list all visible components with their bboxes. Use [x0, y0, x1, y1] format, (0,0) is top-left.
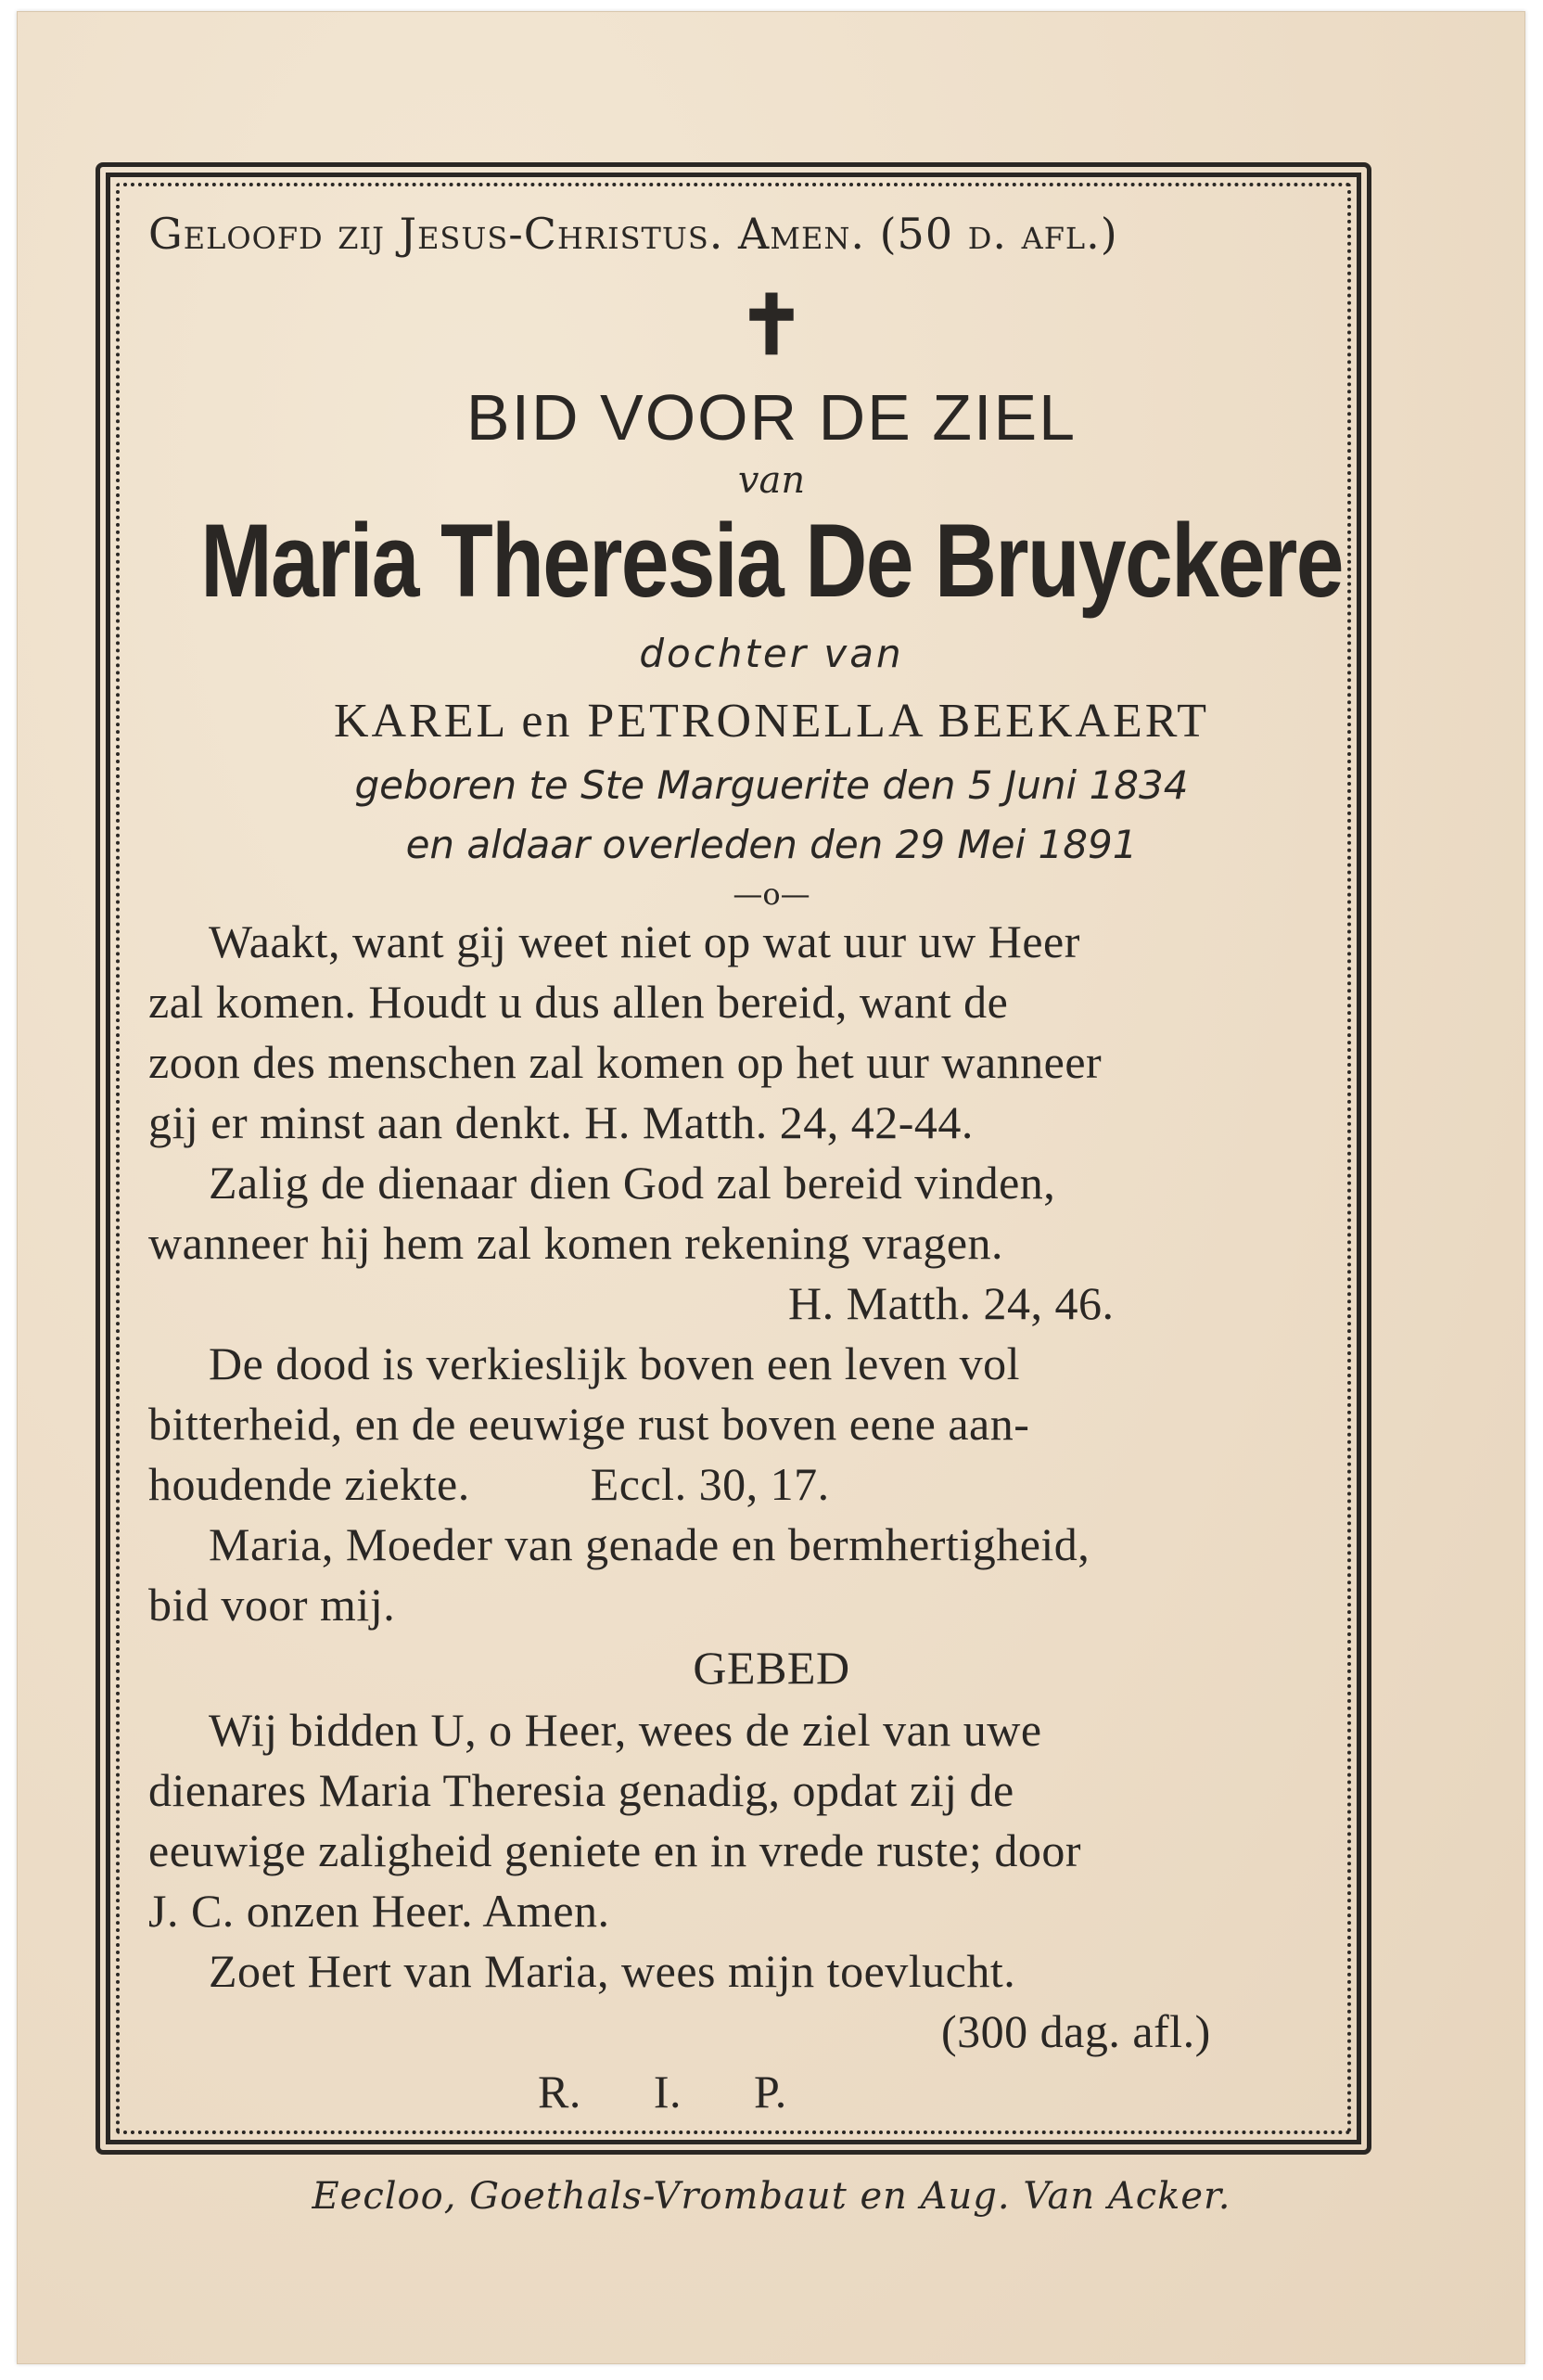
van-label: van [737, 459, 806, 502]
prayer-line-4: J. C. onzen Heer. Amen. [148, 1885, 610, 1937]
text-line-11: Maria, Moeder van genade en bermhertigheid, [209, 1518, 1090, 1570]
text-line-1: Waakt, want gij weet niet op wat uur uw Heer [209, 915, 1080, 967]
page-title: BID VOOR DE ZIEL [465, 381, 1078, 454]
text-line-4: gij er minst aan denkt. H. Matth. 24, 42-44. [148, 1096, 974, 1148]
text-line-8: De dood is verkieslijk boven een leven vol [209, 1337, 1020, 1389]
header-indulgence: Geloofd zij Jesus-Christus. Amen. (50 d. afl.) [148, 209, 1118, 259]
birth-info: geboren te Ste Marguerite den 5 Juni 1834 [354, 762, 1189, 808]
text-line-6: wanneer hij hem zal komen rekening vragen. [148, 1217, 1004, 1269]
printer-imprint: Eecloo, Goethals-Vrombaut en Aug. Van Acker. [312, 2175, 1231, 2218]
deceased-name: Maria Theresia De Bruyckere [200, 503, 1343, 619]
daughter-of: dochter van [639, 631, 904, 676]
text-line-10: houdende ziekte. Eccl. 30, 17. [148, 1458, 830, 1510]
text-line-7: H. Matth. 24, 46. [788, 1277, 1115, 1329]
text-line-5: Zalig de dienaar dien God zal bereid vinden, [209, 1157, 1056, 1209]
text-line-3: zoon des menschen zal komen op het uur wanneer [148, 1036, 1103, 1088]
text-line-12: bid voor mij. [148, 1579, 396, 1631]
prayer-line-3: eeuwige zaligheid geniete en in vrede ruste; door [148, 1824, 1082, 1876]
prayer-title: GEBED [693, 1642, 850, 1694]
cross-icon: ✝ [737, 276, 806, 373]
rip: R. I. P. [538, 2066, 787, 2118]
prayer-line-5: Zoet Hert van Maria, wees mijn toevlucht. [209, 1945, 1016, 1997]
death-info: en aldaar overleden den 29 Mei 1891 [405, 822, 1138, 867]
text-line-2: zal komen. Houdt u dus allen bereid, want de [148, 976, 1009, 1028]
parents: KAREL en PETRONELLA BEEKAERT [333, 695, 1210, 748]
text-line-9: bitterheid, en de eeuwige rust boven eene aan- [148, 1398, 1030, 1450]
separator: —o— [733, 877, 810, 912]
prayer-line-1: Wij bidden U, o Heer, wees de ziel van uwe [209, 1704, 1042, 1756]
prayer-line-6: (300 dag. afl.) [941, 2005, 1211, 2057]
prayer-line-2: dienares Maria Theresia genadig, opdat zij de [148, 1764, 1014, 1816]
